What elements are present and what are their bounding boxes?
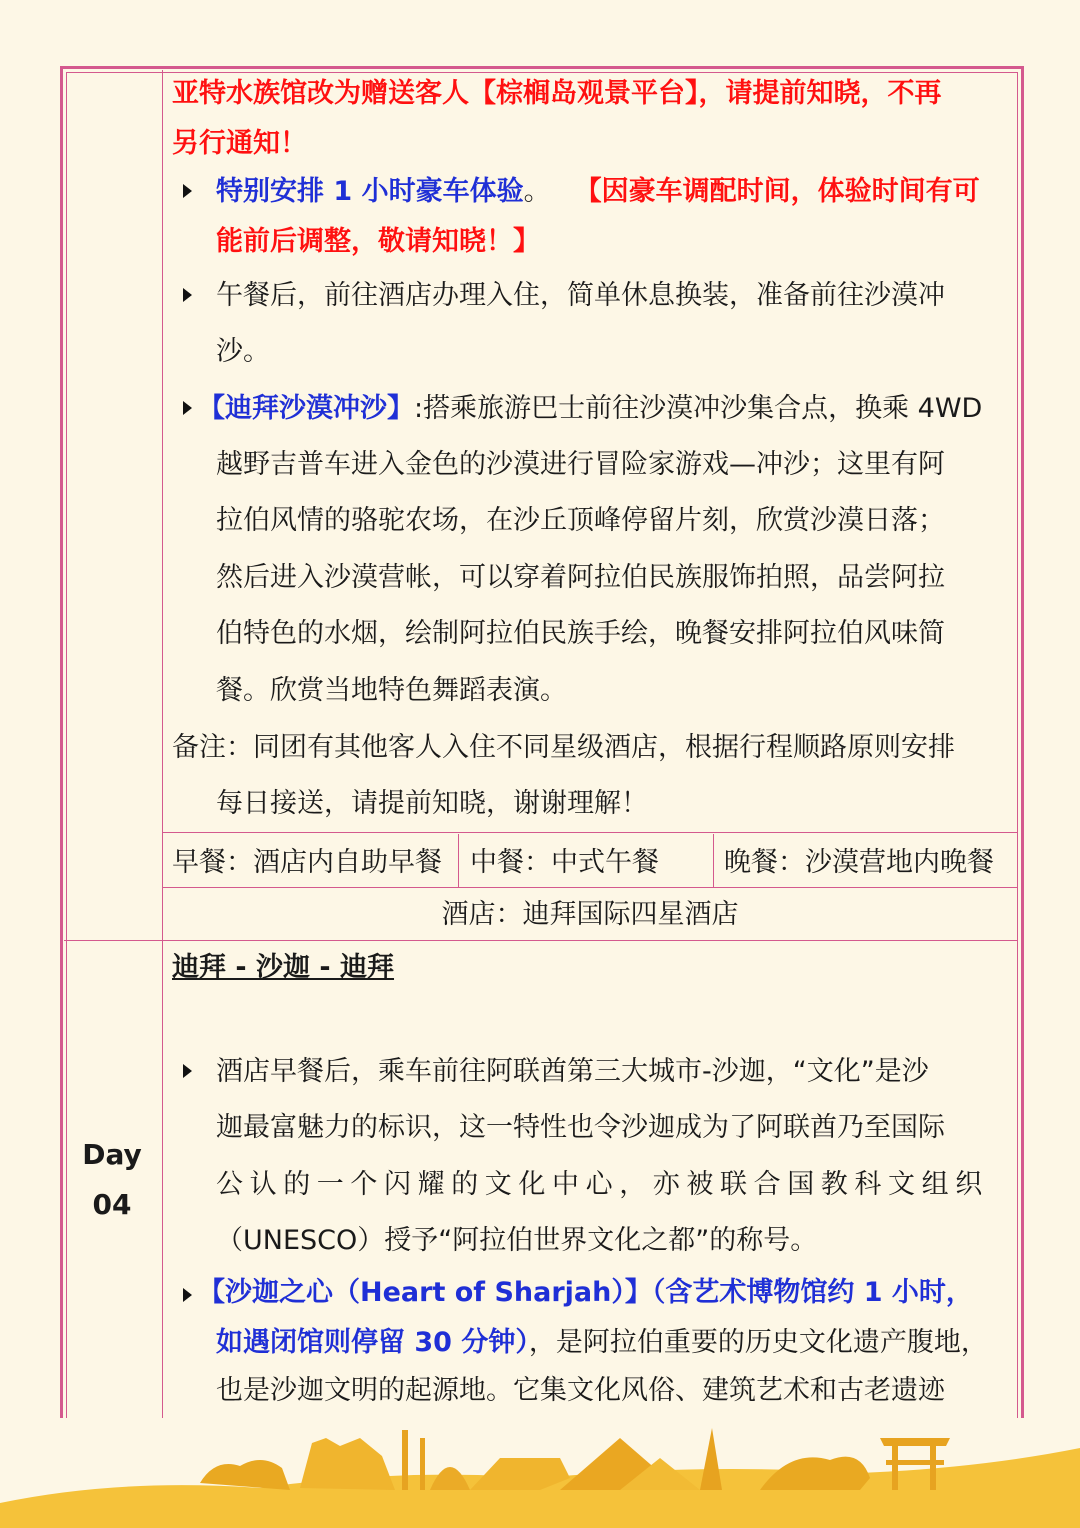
warning-text: 【因豪车调配时间，体验时间有可 [574,176,980,207]
bullet-arrow-icon [183,184,192,198]
lunch-cell: 中餐：中式午餐 [470,847,659,878]
attraction-desc: 伯特色的水烟，绘制阿拉伯民族手绘，晚餐安排阿拉伯风味简 [216,618,945,649]
attraction-desc: 越野吉普车进入金色的沙漠进行冒险家游戏—冲沙；这里有阿 [216,449,945,480]
route-title: 迪拜 - 沙迦 - 迪拜 [172,952,395,983]
breakfast-cell: 早餐：酒店内自助早餐 [172,847,442,878]
day-number: 04 [92,1188,132,1221]
list-item-cont: 迦最富魅力的标识，这一特性也令沙迦成为了阿联酋乃至国际 [216,1112,945,1143]
attraction-desc: 拉伯风情的骆驼农场，在沙丘顶峰停留片刻，欣赏沙漠日落； [216,505,945,536]
list-item: 酒店早餐后，乘车前往阿联酋第三大城市-沙迦，“文化”是沙 [216,1056,929,1087]
bullet-arrow-icon [183,1064,192,1078]
notice-line: 另行通知！ [172,128,307,159]
hotel-cell: 酒店：迪拜国际四星酒店 [441,899,739,930]
attraction-desc: 也是沙迦文明的起源地。它集文化风俗、建筑艺术和古老遗迹 [216,1375,945,1406]
list-item [216,164,980,220]
highlight-text: 特别安排 1 小时豪车体验 [216,176,524,207]
cell-divider [713,834,714,888]
landmark-silhouette-footer [0,1408,1080,1528]
list-item-cont [216,1318,988,1368]
attraction-desc: 然后进入沙漠营帐，可以穿着阿拉伯民族服饰拍照，品尝阿拉 [216,562,945,593]
cell-divider [458,834,459,888]
attraction-desc: 餐。欣赏当地特色舞蹈表演。 [216,675,567,706]
list-item: 午餐后，前往酒店办理入住，简单休息换装，准备前往沙漠冲 [216,280,945,311]
list-item-cont: 公认的一个闪耀的文化中心，亦被联合国教科文组织 [216,1169,989,1200]
dinner-cell: 晚餐：沙漠营地内晚餐 [724,847,994,878]
day-label: Day [82,1138,142,1171]
bullet-arrow-icon [183,288,192,302]
bullet-arrow-icon [183,1288,192,1302]
attraction-desc: :搭乘旅游巴士前往沙漠冲沙集合点，换乘 4WD [414,393,983,424]
attraction-title: 如遇闭馆则停留 30 分钟） [216,1327,529,1358]
column-divider [162,70,163,1418]
remark-text: 备注：同团有其他客人入住不同星级酒店，根据行程顺路原则安排 [172,732,955,763]
list-item-cont: 沙。 [216,336,270,367]
attraction-title: 【沙迦之心（Heart of Sharjah）】（含艺术博物馆约 1 小时， [198,1277,973,1308]
list-item [198,381,982,437]
punctuation: 。 [523,176,551,207]
bullet-arrow-icon [183,401,192,415]
notice-line: 亚特水族馆改为赠送客人【棕榈岛观景平台】，请提前知晓，不再 [172,78,942,109]
remark-text: 每日接送，请提前知晓，谢谢理解！ [216,788,648,819]
attraction-title: 【迪拜沙漠冲沙】 [198,393,414,424]
attraction-desc: ，是阿拉伯重要的历史文化遗产腹地， [528,1327,988,1358]
row-divider [162,832,1018,833]
warning-text: 能前后调整，敬请知晓！】 [216,226,540,257]
list-item-cont: （UNESCO）授予“阿拉伯世界文化之都”的称号。 [216,1225,818,1256]
